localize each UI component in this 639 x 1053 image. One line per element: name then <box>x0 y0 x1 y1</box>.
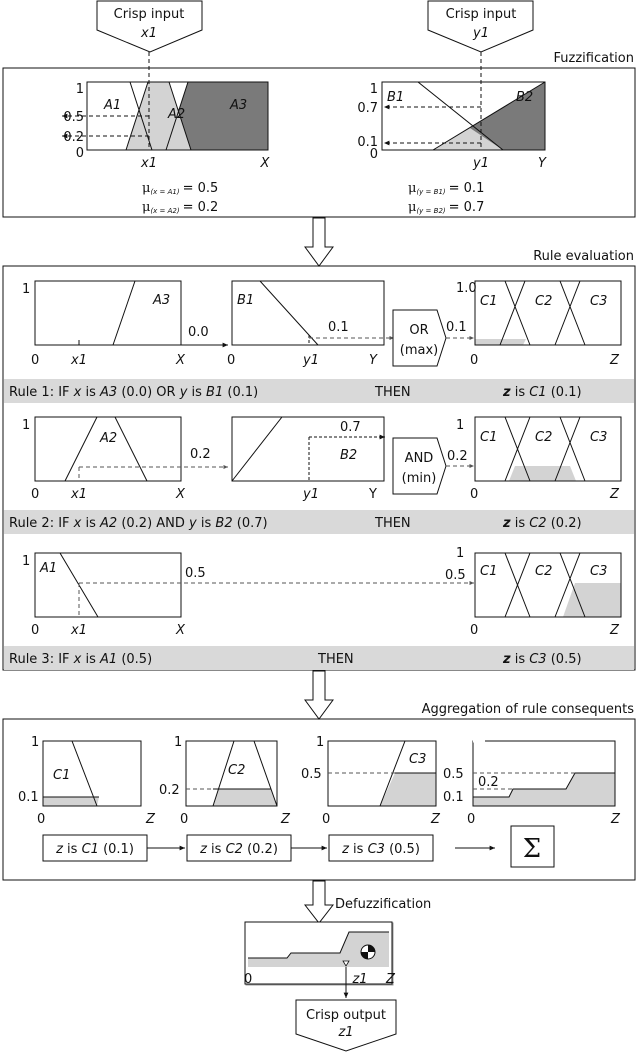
rule1-op-label: OR <box>409 323 429 338</box>
rule2-c1-label: C1 <box>480 430 498 445</box>
svg-text:C2: C2 <box>228 763 246 778</box>
aggregation-flow <box>43 826 554 867</box>
rule3-c-tick-1: 1 <box>456 546 465 561</box>
rule1-a-tick-0: 0 <box>31 353 40 368</box>
rule1-c1-label: C1 <box>480 294 498 309</box>
rule1-a-tick-1: 1 <box>22 282 31 297</box>
rule2-value-b: 0.7 <box>340 420 361 435</box>
aggregation-c2-chart <box>159 735 291 827</box>
rule3-c2-label: C2 <box>535 564 553 579</box>
svg-text:0.5: 0.5 <box>301 767 322 782</box>
rule2-a-tick-0: 0 <box>31 487 40 502</box>
rule2-y-axis: Y <box>369 487 377 502</box>
rule2-c2-label: C2 <box>535 430 553 445</box>
x-tick-0: 0 <box>75 146 84 161</box>
crisp-output <box>296 1000 396 1051</box>
rule2-a2-label: A2 <box>100 431 118 446</box>
y-tick-0: 0 <box>369 147 378 162</box>
crisp-output-var: z1 <box>338 1025 354 1040</box>
rule3-a1-label: A1 <box>40 561 58 576</box>
rule2-z-axis: Z <box>610 487 619 502</box>
rule3-value-a: 0.5 <box>185 566 206 581</box>
svg-text:0.1: 0.1 <box>18 790 39 805</box>
crisp-input-y-title: Crisp input <box>445 7 517 22</box>
svg-text:0.2: 0.2 <box>159 783 180 798</box>
rule3-value-out: 0.5 <box>445 568 466 583</box>
y-tick-1: 1 <box>369 82 378 97</box>
rule1-value-b: 0.1 <box>328 320 349 335</box>
rule2-c-tick-0: 0 <box>470 487 479 502</box>
svg-text:1: 1 <box>174 735 183 750</box>
rule3-c1-label: C1 <box>480 564 498 579</box>
defuzzification-title: Defuzzification <box>335 897 432 912</box>
crisp-input-x-title: Crisp input <box>113 7 185 22</box>
rule2-b2-label: B2 <box>340 448 358 463</box>
rule2-b2-line <box>232 417 384 481</box>
rule1-y1-label: y1 <box>303 353 319 368</box>
svg-text:0.1: 0.1 <box>443 790 464 805</box>
y-axis-label: Y <box>538 156 546 171</box>
rule1-op-sub: (max) <box>399 343 439 358</box>
x-axis-label: X <box>260 156 270 171</box>
rule3-row <box>22 546 621 638</box>
aggregation-c1-chart <box>18 735 156 827</box>
mu-b1: μ(y = B1) = 0.1 <box>408 181 485 196</box>
rule3-then: THEN <box>318 652 354 667</box>
y-membership-chart <box>357 52 547 215</box>
svg-text:C1: C1 <box>53 768 71 783</box>
crisp-output-title: Crisp output <box>305 1008 387 1023</box>
flow-arrow-fuzzification <box>305 218 333 266</box>
rule2-c3-label: C3 <box>590 430 608 445</box>
sum-symbol: Σ <box>522 834 542 864</box>
set-a3-label: A3 <box>230 98 248 113</box>
crisp-input-y <box>428 1 533 52</box>
set-a1-label: A1 <box>104 98 122 113</box>
rule2-a-tick-1: 1 <box>22 418 31 433</box>
y-tick-01: 0.1 <box>357 135 378 150</box>
agg-box-c1: z is C1 (0.1) <box>56 842 134 857</box>
svg-text:C3: C3 <box>409 752 427 767</box>
svg-text:0.2: 0.2 <box>478 775 499 790</box>
rule2-x1-label: x1 <box>71 487 87 502</box>
flow-arrow-aggregation <box>305 881 333 923</box>
x-tick-02: 0.2 <box>63 130 84 145</box>
svg-text:1: 1 <box>316 735 325 750</box>
rule2-bar-text: Rule 2: IF x is A2 (0.2) AND y is B2 (0.7) <box>9 516 268 531</box>
rule3-consequent: z is C3 (0.5) <box>503 652 582 667</box>
crisp-input-x-var: x1 <box>141 26 157 41</box>
agg-box-c3: z is C3 (0.5) <box>342 842 420 857</box>
svg-text:Z: Z <box>611 812 620 827</box>
rule-evaluation-title: Rule evaluation <box>533 249 634 264</box>
svg-text:Z: Z <box>431 812 440 827</box>
set-b2-label: B2 <box>516 90 534 105</box>
fuzzification-title: Fuzzification <box>553 51 634 66</box>
aggregation-result-chart <box>443 741 621 827</box>
rule2-c-tick-1: 1 <box>456 418 465 433</box>
rule1-value-a: 0.0 <box>188 325 209 340</box>
set-a2-label: A2 <box>168 107 186 122</box>
rule3-a-tick-0: 0 <box>31 623 40 638</box>
rule1-value-out: 0.1 <box>446 320 467 335</box>
rule3-x-axis: X <box>176 623 185 638</box>
svg-text:0: 0 <box>467 812 476 827</box>
rule1-bar-text: Rule 1: IF x is A3 (0.0) OR y is B1 (0.1) <box>9 385 259 400</box>
rule3-c3-label: C3 <box>590 564 608 579</box>
rule1-then: THEN <box>375 385 411 400</box>
agg-box-c2: z is C2 (0.2) <box>200 842 278 857</box>
rule2-op-label: AND <box>404 451 434 466</box>
rule3-z-axis: Z <box>610 623 619 638</box>
rule2-a2-line <box>65 417 147 481</box>
flow-arrow-rule-evaluation <box>305 671 333 719</box>
svg-text:0: 0 <box>37 812 46 827</box>
rule2-consequent: z is C2 (0.2) <box>503 516 582 531</box>
rule2-then: THEN <box>375 516 411 531</box>
rule2-value-a: 0.2 <box>190 447 211 462</box>
mu-a1: μ(x = A1) = 0.5 <box>142 181 219 196</box>
defuzzification-chart <box>244 922 396 998</box>
crisp-input-y-var: y1 <box>473 26 489 41</box>
rule3-c3-fill <box>563 583 621 617</box>
x-tick-1: 1 <box>75 82 84 97</box>
x-tick-05: 0.5 <box>63 110 84 125</box>
rule1-c3-label: C3 <box>590 294 608 309</box>
svg-text:0.5: 0.5 <box>443 767 464 782</box>
rule1-row <box>22 281 621 368</box>
crisp-input-x <box>97 1 202 52</box>
rule1-b1-line <box>232 281 318 345</box>
svg-text:Z: Z <box>146 812 155 827</box>
rule1-c-tick-top: 1.0 <box>456 281 477 296</box>
rule3-c-tick-0: 0 <box>470 623 479 638</box>
rule3-bar-text: Rule 3: IF x is A1 (0.5) <box>9 652 153 667</box>
aggregation-c3-chart <box>301 735 441 827</box>
defuzz-z1: z1 <box>352 972 368 987</box>
rule1-x1-label: x1 <box>71 353 87 368</box>
y-tick-07: 0.7 <box>357 101 378 116</box>
rule1-z-axis: Z <box>610 353 619 368</box>
rule1-consequent: z is C1 (0.1) <box>503 385 582 400</box>
y1-label: y1 <box>473 156 489 171</box>
rule1-y-axis: Y <box>369 353 377 368</box>
mu-b2: μ(y = B2) = 0.7 <box>408 200 485 215</box>
set-b1-label: B1 <box>387 90 405 105</box>
rule2-c2-fill <box>509 466 576 481</box>
rule1-x-axis: X <box>176 353 185 368</box>
rule1-c2-label: C2 <box>535 294 553 309</box>
rule2-row <box>22 417 621 502</box>
svg-text:0: 0 <box>322 812 331 827</box>
rule2-x-axis: X <box>176 487 185 502</box>
rule1-a3-label: A3 <box>153 293 171 308</box>
svg-text:0: 0 <box>180 812 189 827</box>
rule2-value-out: 0.2 <box>447 449 468 464</box>
mu-a2: μ(x = A2) = 0.2 <box>142 200 219 215</box>
rule2-op-sub: (min) <box>401 471 437 486</box>
x1-label: x1 <box>141 156 157 171</box>
rule2-y1-label: y1 <box>303 487 319 502</box>
aggregation-title: Aggregation of rule consequents <box>421 702 634 717</box>
x-membership-chart <box>62 52 271 215</box>
rule1-b1-label: B1 <box>237 293 255 308</box>
rule3-x1-label: x1 <box>71 623 87 638</box>
rule1-a3-line <box>113 281 181 345</box>
rule3-a-tick-1: 1 <box>22 554 31 569</box>
rule1-b-tick-0: 0 <box>227 353 236 368</box>
svg-text:Z: Z <box>281 812 290 827</box>
svg-text:1: 1 <box>31 735 40 750</box>
defuzz-zero: 0 <box>244 972 253 987</box>
rule1-c-tick-0: 0 <box>470 353 479 368</box>
defuzz-z-axis: Z <box>386 972 395 987</box>
